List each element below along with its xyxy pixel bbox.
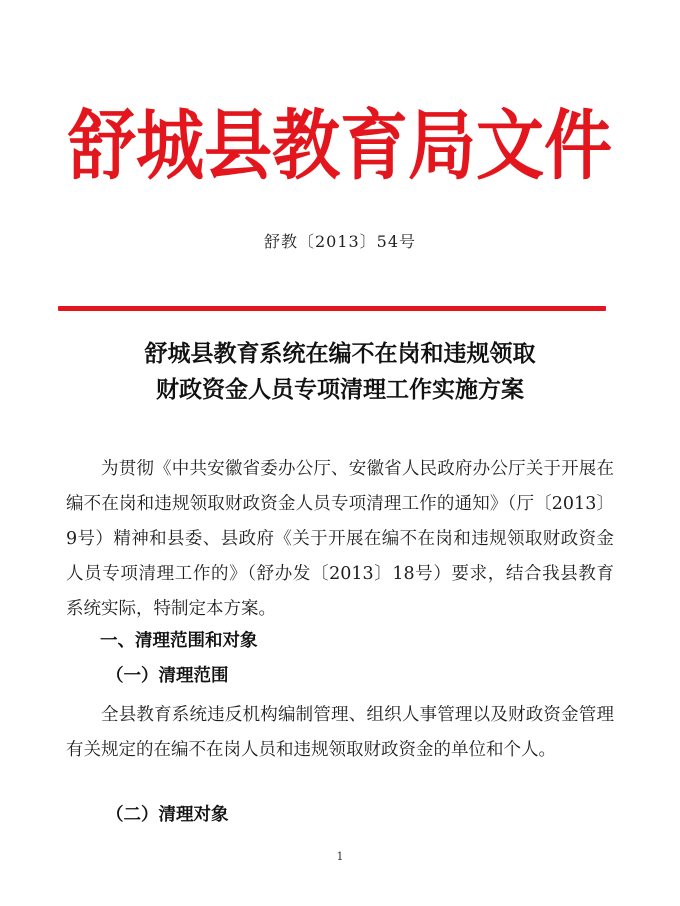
intro-paragraph: 为贯彻《中共安徽省委办公厅、安徽省人民政府办公厅关于开展在编不在岗和违规领取财政资金人员专项清理工作的通知》（厅〔2013〕9号）精神和县委、县政府《关于开展在编不在岗和违规领取财政资金人员专项清理工作的》（舒办发〔2013〕18号）要求，结合我县教育系统实际，特制定本方案。 (66, 459, 614, 619)
subheading-scope: （一）清理范围 (106, 666, 229, 686)
subheading-targets: （二）清理对象 (106, 805, 229, 825)
section-heading-scope-and-targets: 一、清理范围和对象 (100, 631, 258, 651)
page-number: 1 (336, 850, 344, 863)
scope-paragraph: 全县教育系统违反机构编制管理、组织人事管理以及财政资金管理有关规定的在编不在岗人员和违规领取财政资金的单位和个人。 (66, 705, 614, 760)
document-title-line-1: 舒城县教育系统在编不在岗和违规领取 (144, 340, 536, 367)
document-header-title: 舒城县教育局文件 (67, 101, 612, 192)
document-title-line-2: 财政资金人员专项清理工作实施方案 (156, 376, 524, 403)
document-title (40, 336, 640, 408)
document-number: 舒教〔2013〕54号 (263, 232, 417, 251)
red-divider-line (58, 306, 606, 311)
scope-paragraph-block (66, 698, 614, 768)
intro-paragraph-block (66, 452, 614, 627)
